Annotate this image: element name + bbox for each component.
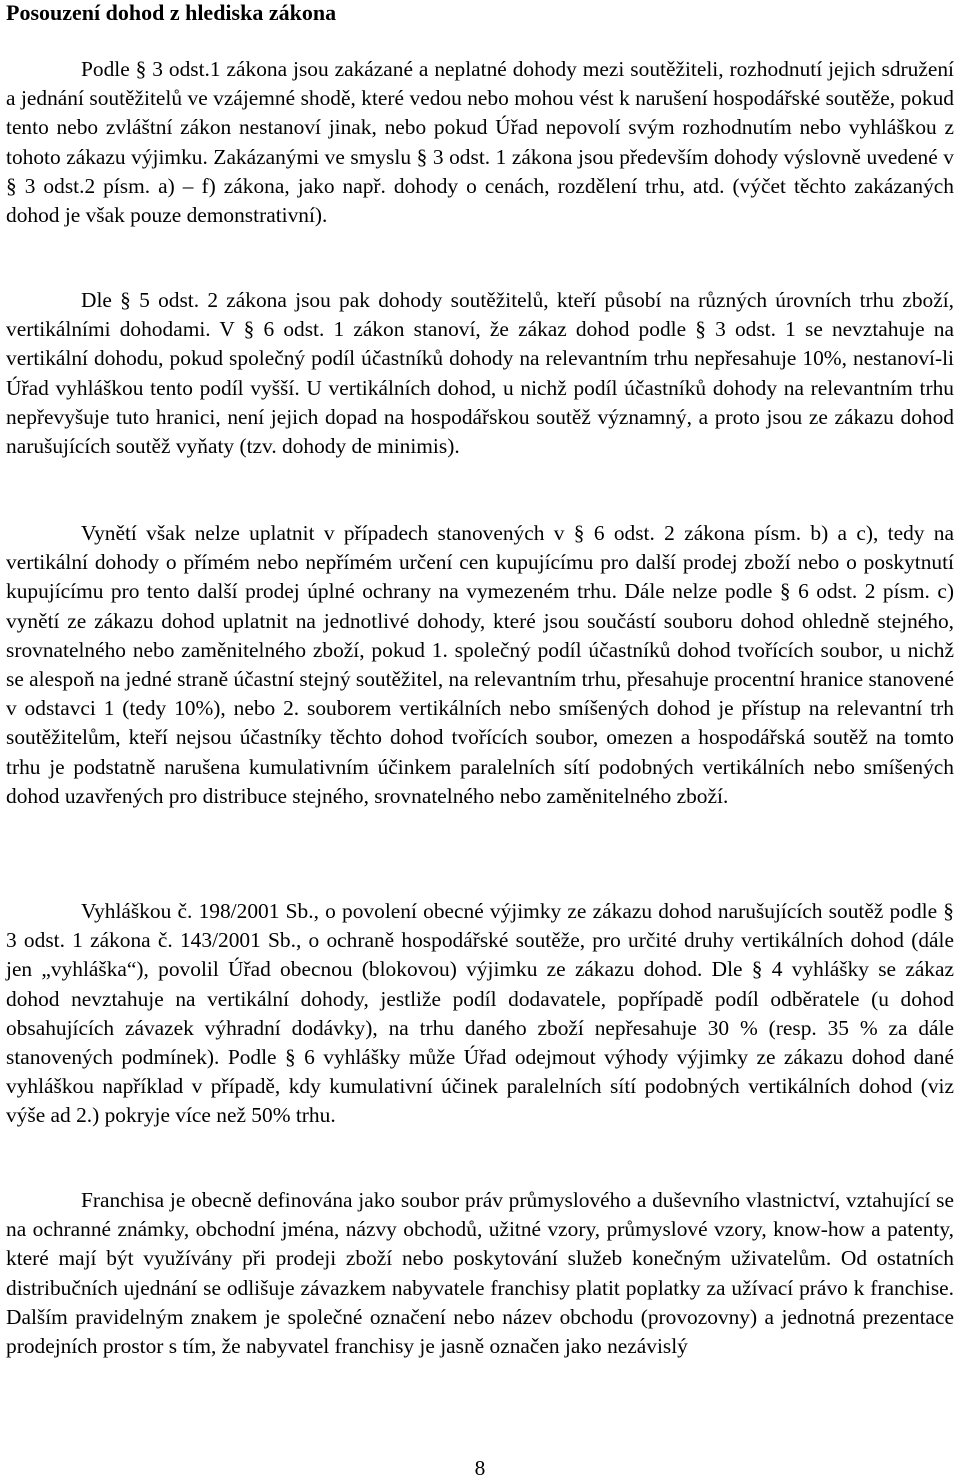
- paragraph-exemption-exceptions: Vynětí však nelze uplatnit v případech stanovených v § 6 odst. 2 zákona písm. b) a c), tedy na vertikální dohody o přímém nebo nepřímém určení cen kupujícímu pro další prodej zboží nebo o poskytnutí kupujícímu pro tento další prodej úplné ochrany na vymezeném trhu. Dále nelze podle § 6 odst. 2 písm. c) vynětí ze zákazu dohod uplatnit na jednotlivé dohody, které jsou součástí souboru dohod ohledně stejného, srovnatelného nebo zaměnitelného zboží, pokud 1. společný podíl účastníků dohod tvořících soubor, u nichž se alespoň na jedné straně účastní stejný soutěžitel, na relevantním trhu, přesahuje procentní hranice stanovené v odstavci 1 (tedy 10%), nebo 2. souborem vertikálních nebo smíšených dohod je přístup na relevantní trh soutěžitelům, kteří nejsou účastníky těchto dohod tvořících soubor, omezen a hospodářská soutěž na tomto trhu je podstatně narušena kumulativním účinkem paralelních sítí podobných vertikálních nebo smíšených dohod uzavřených pro distribuce stejného, srovnatelného nebo zaměnitelného zboží.: [6, 521, 954, 808]
- paragraph-vertical-agreements: Dle § 5 odst. 2 zákona jsou pak dohody soutěžitelů, kteří působí na různých úrovních trhu zboží, vertikálními dohodami. V § 6 odst. 1 zákon stanoví, že zákaz dohod podle § 3 odst. 1 se nevztahuje na vertikální dohodu, pokud společný podíl účastníků dohody na relevantním trhu nepřesahuje 10%, nestanoví-li Úřad vyhláškou tento podíl vyšší. U vertikálních dohod, u nichž podíl účastníků dohody na relevantním trhu nepřevyšuje tuto hranici, není jejich dopad na hospodářskou soutěž významný, a proto jsou ze zákazu dohod narušujících soutěž vyňaty (tzv. dohody de minimis).: [6, 288, 954, 459]
- paragraph-franchise-definition: Franchisa je obecně definována jako soubor práv průmyslového a duševního vlastnictví, vztahující se na ochranné známky, obchodní jména, názvy obchodů, užitné vzory, průmyslové vzory, know-how a patenty, které mají být využívány při prodeji zboží nebo poskytování služeb konečným uživatelům. Od ostatních distribučních ujednání se odlišuje závazkem nabyvatele franchisy platit poplatky za užívací právo k franchise. Dalším pravidelným znakem je společné označení nebo název obchodu (provozovny) a jednotná prezentace prodejních prostor s tím, že nabyvatel franchisy je jasně označen jako nezávislý: [6, 1188, 954, 1359]
- page-number: 8: [474, 1456, 486, 1480]
- paragraph-block-exemption-decree: Vyhláškou č. 198/2001 Sb., o povolení obecné výjimky ze zákazu dohod narušujících soutěž podle § 3 odst. 1 zákona č. 143/2001 Sb., o ochraně hospodářské soutěže, pro určité druhy vertikálních dohod (dále jen „vyhláška“), povolil Úřad obecnou (blokovou) výjimku ze zákazu dohod. Dle § 4 vyhlášky se zákaz dohod nevztahuje na vertikální dohody, jestliže podíl dodavatele, popřípadě podíl odběratele (u dohod obsahujících závazek výhradní dodávky), na trhu daného zboží nepřesahuje 30 % (resp. 35 % za dále stanovených podmínek). Podle § 6 vyhlášky může Úřad odejmout výhody výjimky ze zákazu dohod dané vyhláškou například v případě, kdy kumulativní účinek paralelních sítí podobných vertikálních dohod (viz výše ad 2.) pokryje více než 50% trhu.: [6, 899, 954, 1128]
- page-title: Posouzení dohod z hlediska zákona: [6, 0, 337, 25]
- paragraph-prohibited-agreements: Podle § 3 odst.1 zákona jsou zakázané a neplatné dohody mezi soutěžiteli, rozhodnutí jejich sdružení a jednání soutěžitelů ve vzájemné shodě, které vedou nebo mohou vést k narušení hospodářské soutěže, pokud tento nebo zvláštní zákon nestanoví jinak, nebo pokud Úřad nepovolí svým rozhodnutím nebo vyhláškou z tohoto zákazu výjimku. Zakázanými ve smyslu § 3 odst. 1 zákona jsou především dohody výslovně uvedené v § 3 odst.2 písm. a) – f) zákona, jako např. dohody o cenách, rozdělení trhu, atd. (výčet těchto zakázaných dohod je však pouze demonstrativní).: [6, 57, 954, 228]
